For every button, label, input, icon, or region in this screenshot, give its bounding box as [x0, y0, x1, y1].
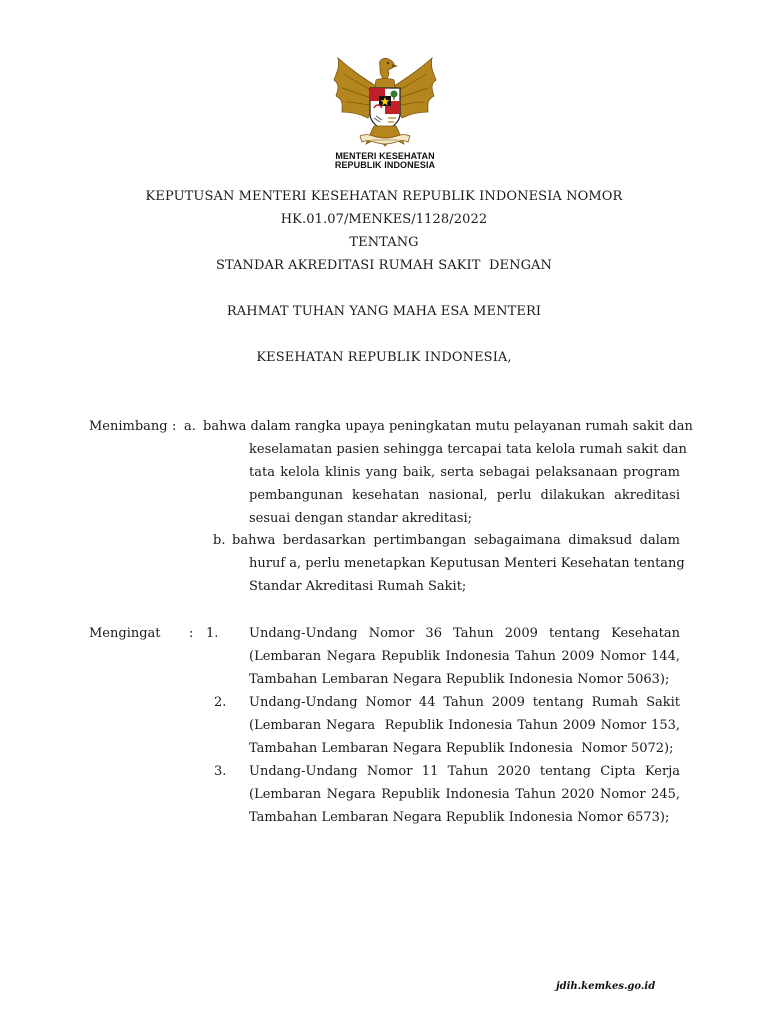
menimbang-item-b-line-1: huruf a, perlu menetapkan Keputusan Menteri Kesehatan tentang [249, 556, 685, 571]
mengingat-item-3-line-2: (Lembaran Negara Republik Indonesia Tahun 2020 Nomor 245, [249, 787, 680, 802]
footer-source-link[interactable]: jdih.kemkes.go.id [556, 981, 656, 992]
menimbang-item-b-marker: b. [213, 533, 226, 548]
mengingat-item-3-line-1: Undang-Undang Nomor 11 Tahun 2020 tentang Cipta Kerja [249, 764, 680, 779]
mengingat-item-3-line-3: Tambahan Lembaran Negara Republik Indonesia Nomor 6573); [249, 810, 670, 825]
menimbang-item-a-line-1: keselamatan pasien sehingga tercapai tata kelola rumah sakit dan [249, 442, 687, 457]
title-line-2: HK.01.07/MENKES/1128/2022 [280, 212, 488, 227]
menimbang-item-a-body [249, 438, 687, 530]
title-line-4: STANDAR AKREDITASI RUMAH SAKIT DENGAN [215, 258, 553, 273]
mengingat-item-1-line-1: Undang-Undang Nomor 36 Tahun 2009 tentang Kesehatan [249, 626, 680, 641]
menimbang-item-b-line-2: Standar Akreditasi Rumah Sakit; [249, 579, 467, 594]
menimbang-label: Menimbang [89, 419, 168, 434]
menimbang-colon: : [172, 419, 177, 434]
title-line-6: KESEHATAN REPUBLIK INDONESIA, [256, 350, 512, 365]
mengingat-item-2-marker: 2. [214, 695, 227, 710]
mengingat-item-1-line-2: (Lembaran Negara Republik Indonesia Tahun 2009 Nomor 144, [249, 649, 680, 664]
menimbang-item-b-body [249, 552, 685, 598]
emblem-caption [320, 152, 450, 170]
title-line-5: RAHMAT TUHAN YANG MAHA ESA MENTERI [226, 304, 542, 319]
mengingat-item-2-line-1: Undang-Undang Nomor 44 Tahun 2009 tentang Rumah Sakit [249, 695, 680, 710]
mengingat-label: Mengingat [89, 626, 161, 641]
mengingat-item-3-marker: 3. [214, 764, 227, 779]
emblem-caption-line2: REPUBLIK INDONESIA [334, 160, 436, 170]
menimbang-item-b-first-line: bahwa berdasarkan pertimbangan sebagaimana dimaksud dalam [232, 533, 680, 548]
mengingat-item-2-line-2: (Lembaran Negara Republik Indonesia Tahun 2009 Nomor 153, [249, 718, 680, 733]
menimbang-item-a-line-4: sesuai dengan standar akreditasi; [249, 511, 473, 526]
title-line-1: KEPUTUSAN MENTERI KESEHATAN REPUBLIK INDONESIA NOMOR [145, 189, 623, 204]
menimbang-item-a-marker: a. [184, 419, 196, 434]
mengingat-item-2-line-3: Tambahan Lembaran Negara Republik Indonesia Nomor 5072); [249, 741, 674, 756]
mengingat-item-1-body [249, 622, 680, 691]
title-line-3: TENTANG [349, 235, 419, 250]
menimbang-item-a-line-2: tata kelola klinis yang baik, serta sebagai pelaksanaan program [249, 465, 680, 480]
emblem-caption-line1: MENTERI KESEHATAN [335, 151, 435, 161]
mengingat-item-2-body [249, 691, 680, 760]
mengingat-item-1-line-3: Tambahan Lembaran Negara Republik Indonesia Nomor 5063); [249, 672, 670, 687]
mengingat-item-3-body [249, 760, 680, 829]
mengingat-item-1-marker: 1. [206, 626, 219, 641]
garuda-emblem-icon [330, 52, 440, 152]
menimbang-item-a-line-3: pembangunan kesehatan nasional, perlu dilakukan akreditasi [249, 488, 680, 503]
menimbang-item-a-first-line: bahwa dalam rangka upaya peningkatan mutu pelayanan rumah sakit dan [203, 419, 693, 434]
mengingat-colon: : [189, 626, 194, 641]
